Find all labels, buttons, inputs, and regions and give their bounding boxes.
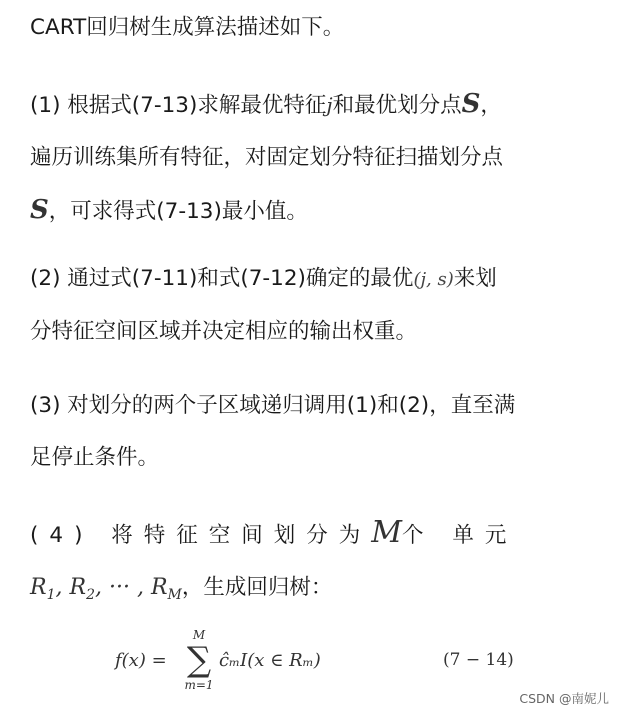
step-1-text-b: 和最优划分点: [332, 93, 462, 118]
symbol-j: j: [326, 93, 333, 117]
symbol-s: S: [461, 89, 481, 119]
sum-upper-limit: M: [192, 628, 206, 642]
sigma-glyph: ∑: [186, 640, 212, 680]
equation-number: (7 − 14): [443, 650, 514, 670]
step-1-text-a: (1) 根据式(7-13)求解最优特征: [30, 93, 327, 118]
formula-7-14: [115, 628, 535, 708]
step-1-text-c: ，: [480, 93, 502, 118]
symbol-r2: $R_2$: [69, 575, 95, 603]
symbol-j-s: (j, s): [413, 269, 454, 290]
step-2-text-a: (2) 通过式(7-11)和式(7-12)确定的最优: [30, 266, 414, 291]
summation-symbol: [181, 628, 217, 692]
symbol-rm: $R_M$: [150, 575, 182, 603]
step-4-text-b: 个 单元: [402, 523, 518, 548]
step-2-paragraph: [30, 253, 598, 358]
step-3-text-a: (3) 对划分的两个子区域递归调用(1)和(2)，直至满: [30, 393, 516, 418]
formula-rhs: ĉₘI(x ∈ Rₘ): [219, 650, 321, 671]
step-1-text-e: ，可求得式(7-13)最小值。: [48, 199, 308, 224]
step-2-text-c: 分特征空间区域并决定相应的输出权重。: [30, 319, 418, 344]
step-3-text-b: 足停止条件。: [30, 445, 160, 470]
step-3-paragraph: [30, 380, 598, 484]
symbol-s-2: S: [30, 195, 49, 225]
watermark: CSDN @南妮儿: [519, 691, 609, 706]
intro-text: CART回归树生成算法描述如下。: [30, 15, 345, 40]
separator-1: ,: [55, 575, 70, 600]
symbol-r1: $R_1$: [30, 575, 56, 603]
step-1-paragraph: [30, 78, 598, 238]
step-2-text-b: 来划: [453, 266, 497, 291]
symbol-m: M: [371, 515, 403, 550]
separator-2: , ··· ,: [95, 575, 151, 600]
step-4-text-a: (4) 将特征空间划分为: [30, 523, 372, 548]
sum-lower-limit: m=1: [184, 678, 214, 692]
formula-lhs: f(x) =: [115, 650, 167, 671]
step-1-text-d: 遍历训练集所有特征，对固定划分特征扫描划分点: [30, 145, 504, 170]
step-4-paragraph: [30, 507, 598, 621]
step-4-text-c: ，生成回归树：: [181, 575, 333, 600]
